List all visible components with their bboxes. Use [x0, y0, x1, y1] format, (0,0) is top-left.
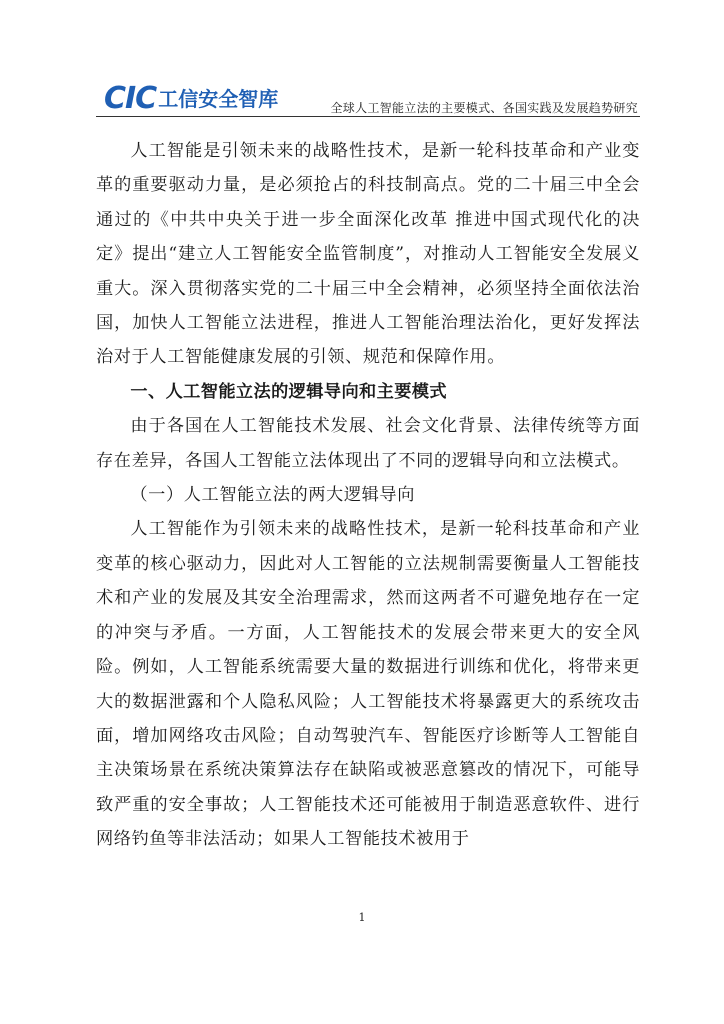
logo-mark: CIC	[104, 81, 157, 116]
page-number: 1	[358, 911, 366, 924]
logo-name: 工信安全智库	[158, 87, 279, 111]
paragraph-intro: 人工智能是引领未来的战略性技术，是新一轮科技革命和产业变革的重要驱动力量，是必须抢占的科技制高点。党的二十届三中全会通过的《中共中央关于进一步全面深化改革 推进中国式现代化的决定》提出“建立人工智能安全监管制度”，对推动人工智能安全发展义重大。深入贯彻落实党的二十届三中全会精神，必须坚持全面依法治国，加快人工智能立法进程，推进人工智能治理法治化，更好发挥法治对于人工智能健康发展的引领、规范和保障作用。	[96, 141, 640, 368]
header-title: 全球人工智能立法的主要模式、各国实践及发展趋势研究	[330, 101, 638, 115]
page-header	[96, 82, 640, 118]
paragraph-section-1: 由于各国在人工智能技术发展、社会文化背景、法律传统等方面存在差异，各国人工智能立法体现出了不同的逻辑导向和立法模式。	[96, 416, 640, 471]
section-heading-1: 一、人工智能立法的逻辑导向和主要模式	[130, 381, 447, 402]
header-rule	[96, 116, 640, 117]
cic-logo	[104, 81, 279, 116]
paragraph-subsection-1: 人工智能作为引领未来的战略性技术，是新一轮科技革命和产业变革的核心驱动力，因此对人工智能的立法规制需要衡量人工智能技术和产业的发展及其安全治理需求，然而这两者不可避免地存在一定的冲突与矛盾。一方面，人工智能技术的发展会带来更大的安全风险。例如，人工智能系统需要大量的数据进行训练和优化，将带来更大的数据泄露和个人隐私风险；人工智能技术将暴露更大的系统攻击面，增加网络攻击风险；自动驾驶汽车、智能医疗诊断等人工智能自主决策场景在系统决策算法存在缺陷或被恶意篡改的情况下，可能导致严重的安全事故；人工智能技术还可能被用于制造恶意软件、进行网络钓鱼等非法活动；如果人工智能技术被用于	[96, 519, 640, 850]
document-body	[96, 134, 640, 857]
subsection-heading-1: （一）人工智能立法的两大逻辑导向	[130, 485, 415, 506]
